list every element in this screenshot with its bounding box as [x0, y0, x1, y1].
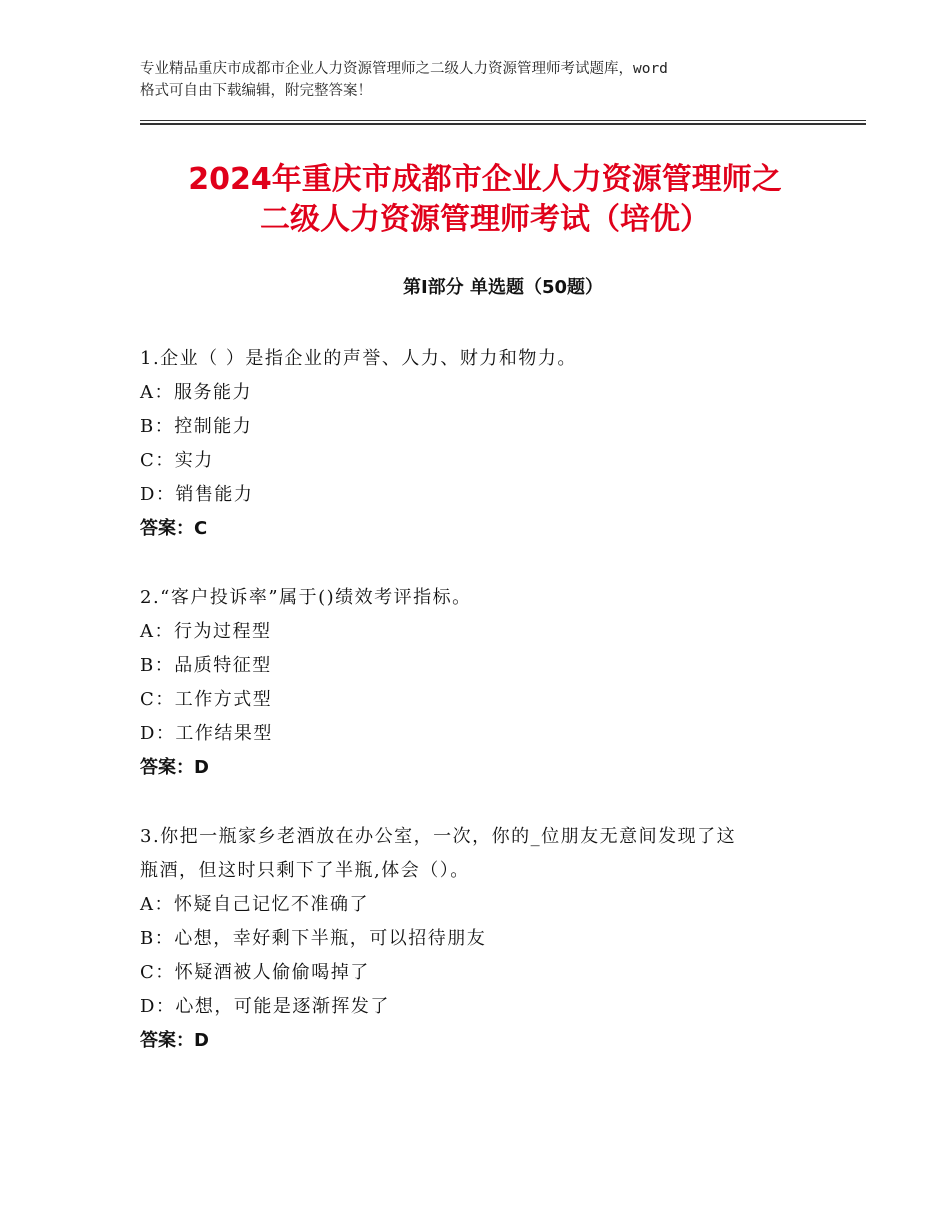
option-a: A：行为过程型 — [140, 621, 272, 642]
answer: 答案：D — [140, 757, 209, 778]
question-2 — [140, 581, 820, 785]
answer: 答案：C — [140, 518, 208, 539]
question-stem-line-1: 3.你把一瓶家乡老酒放在办公室，一次，你的_位朋友无意间发现了这 — [140, 826, 737, 847]
option-c: C：怀疑酒被人偷偷喝掉了 — [140, 962, 370, 983]
document-title-line-1: 2024年重庆市成都市企业人力资源管理师之 — [188, 162, 782, 197]
option-c: C：工作方式型 — [140, 689, 273, 710]
question-1 — [140, 342, 820, 546]
option-a: A：服务能力 — [140, 382, 252, 403]
section-title: 第Ⅰ部分 单选题（50题） — [402, 277, 603, 298]
header-divider-top — [140, 120, 866, 121]
option-d: D：销售能力 — [140, 484, 254, 505]
header-note-line-2: 格式可自由下载编辑，附完整答案！ — [140, 83, 372, 99]
header-divider-bottom — [140, 123, 866, 125]
option-b: B：品质特征型 — [140, 655, 272, 676]
header-note-line-1: 专业精品重庆市成都市企业人力资源管理师之二级人力资源管理师考试题库，word — [140, 61, 668, 77]
option-b: B：心想，幸好剩下半瓶，可以招待朋友 — [140, 928, 487, 949]
option-d: D：心想，可能是逐渐挥发了 — [140, 996, 390, 1017]
question-stem: 1.企业（ ）是指企业的声誉、人力、财力和物力。 — [140, 348, 577, 369]
option-c: C：实力 — [140, 450, 214, 471]
option-b: B：控制能力 — [140, 416, 253, 437]
option-d: D：工作结果型 — [140, 723, 273, 744]
question-3 — [140, 820, 820, 1058]
answer: 答案：D — [140, 1030, 209, 1051]
header-note — [140, 58, 830, 102]
question-stem: 2.“客户投诉率”属于()绩效考评指标。 — [140, 587, 472, 608]
document-title-line-2: 二级人力资源管理师考试（培优） — [260, 202, 710, 237]
option-a: A：怀疑自己记忆不准确了 — [140, 894, 369, 915]
document-title — [120, 160, 850, 240]
question-stem-line-2: 瓶酒，但这时只剩下了半瓶,体会（）。 — [140, 860, 470, 881]
